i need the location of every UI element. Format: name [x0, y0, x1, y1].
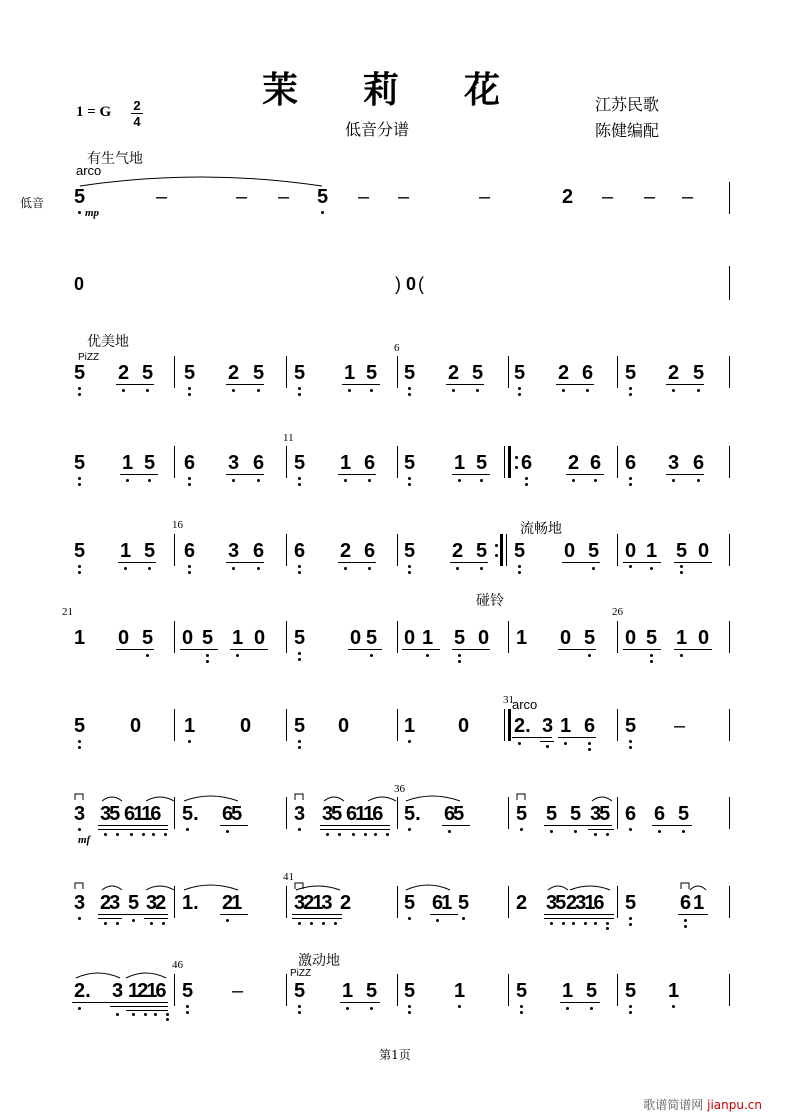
note-group: 3213	[294, 892, 331, 914]
row-8	[72, 803, 732, 843]
note: 5	[74, 452, 86, 474]
slur-arc	[182, 793, 242, 803]
note: 5	[570, 803, 582, 825]
note: 6	[253, 540, 265, 562]
note: 5	[74, 715, 86, 737]
note-group: 35	[546, 892, 565, 914]
note: 5	[404, 980, 416, 1002]
time-top: 2	[133, 98, 141, 113]
note-group: 21	[222, 892, 241, 914]
watermark-left: 歌谱简谱网	[643, 1098, 704, 1112]
note: 5	[184, 362, 196, 384]
note-group: 2316	[566, 892, 603, 914]
note: 3	[542, 715, 554, 737]
note: 5	[514, 362, 526, 384]
note-group: 61	[432, 892, 451, 914]
bar-number-46: 46	[172, 959, 183, 971]
note: 5	[294, 715, 306, 737]
note: 6	[654, 803, 666, 825]
row-1	[72, 186, 732, 226]
note: 0	[564, 540, 576, 562]
note: 0	[625, 627, 637, 649]
dash: –	[156, 186, 168, 208]
page-number: 第1页	[379, 1048, 411, 1062]
note: 0	[698, 540, 710, 562]
origin: 江苏民歌	[595, 95, 660, 114]
note: 3	[228, 452, 240, 474]
slur-arc	[100, 882, 180, 892]
note: 1	[122, 452, 134, 474]
slur-arc	[322, 793, 402, 803]
note: 0	[404, 627, 416, 649]
note: 5	[253, 362, 265, 384]
note-group: 6116	[346, 803, 382, 825]
rest: 0	[458, 715, 470, 737]
note: 0	[182, 627, 194, 649]
note: 5	[144, 452, 156, 474]
note: 5	[458, 892, 470, 914]
note: 5	[693, 362, 705, 384]
instrument-label: 低音	[20, 196, 45, 210]
bow-down-icon	[294, 793, 304, 801]
bar-number-6: 6	[394, 342, 400, 354]
slur-arc	[680, 882, 708, 892]
note: 5	[586, 980, 598, 1002]
credits	[595, 92, 659, 144]
note: 1	[344, 362, 356, 384]
note: 6	[184, 540, 196, 562]
note: 5	[516, 803, 528, 825]
dynamic-mf: mf	[78, 834, 91, 846]
row-7	[72, 715, 732, 755]
expression-flowing: 流畅地	[520, 521, 562, 537]
note: 3	[74, 892, 86, 914]
pizz-marking: PiZZ	[78, 352, 100, 363]
note: 5	[74, 362, 86, 384]
rest: 0	[338, 715, 350, 737]
slur-arc	[546, 882, 616, 892]
dash: –	[278, 186, 290, 208]
slur-arc	[404, 882, 454, 892]
note: 6	[253, 452, 265, 474]
note: 2	[562, 186, 574, 208]
note: 5	[366, 980, 378, 1002]
key-signature: 1 = G	[76, 104, 112, 120]
note: 1	[340, 452, 352, 474]
note: 2	[668, 362, 680, 384]
note: 5	[588, 540, 600, 562]
note: 5	[144, 540, 156, 562]
arco-marking: arco	[76, 163, 102, 178]
row-3	[72, 362, 732, 402]
rest: 0	[406, 274, 417, 294]
note-group: 61	[680, 892, 707, 914]
note: 6	[625, 452, 637, 474]
bow-down-icon	[74, 882, 84, 890]
slur-arc	[590, 793, 614, 803]
time-bottom: 4	[133, 114, 141, 129]
expression-excited: 激动地	[298, 953, 340, 969]
arranger: 陈健编配	[595, 121, 660, 140]
note: 1	[74, 627, 86, 649]
bar-number-31: 31	[503, 694, 514, 706]
rest: 0	[74, 274, 85, 294]
bow-down-icon	[74, 793, 84, 801]
dash: –	[602, 186, 614, 208]
note: 0	[254, 627, 266, 649]
tempo-marking-vivid: 有生气地	[87, 151, 143, 167]
row-5	[72, 540, 732, 580]
note: 0	[625, 540, 637, 562]
note: 0	[698, 627, 710, 649]
row-10	[72, 980, 732, 1020]
watermark	[643, 1096, 762, 1113]
slur-arc	[404, 793, 464, 803]
note: 1	[668, 980, 680, 1002]
note: 2	[558, 362, 570, 384]
note: 5	[74, 186, 86, 208]
note: 3	[668, 452, 680, 474]
note: 5	[676, 540, 688, 562]
slur-arc	[74, 968, 174, 980]
bar-number-21: 21	[62, 606, 73, 618]
note: 1	[342, 980, 354, 1002]
watermark-right: jianpu.cn	[707, 1098, 762, 1112]
note: 5	[625, 715, 637, 737]
note: 5	[366, 627, 378, 649]
note: 5	[404, 540, 416, 562]
note-group: 65	[444, 803, 463, 825]
note: 5	[472, 362, 484, 384]
bar-number-16: 16	[172, 519, 183, 531]
note: 5	[142, 627, 154, 649]
pizz-marking-2: PiZZ	[290, 968, 312, 979]
note: 5	[546, 803, 558, 825]
dash: –	[644, 186, 656, 208]
note: 5	[128, 892, 140, 914]
note: 1	[454, 452, 466, 474]
note: 5	[625, 362, 637, 384]
note: 2	[568, 452, 580, 474]
dash: –	[358, 186, 370, 208]
note: 5	[317, 186, 329, 208]
note: 1	[404, 715, 416, 737]
note: 0	[118, 627, 130, 649]
arco-marking-2: arco	[512, 697, 538, 712]
dynamic-mp: mp	[85, 207, 100, 219]
time-signature	[130, 98, 144, 129]
note: 5.	[182, 803, 199, 825]
note: 0	[560, 627, 572, 649]
note: 1	[646, 540, 658, 562]
note: 1	[562, 980, 574, 1002]
note: 0	[478, 627, 490, 649]
row-2	[72, 274, 732, 314]
note: 2	[448, 362, 460, 384]
note: 6	[625, 803, 637, 825]
note: 2	[340, 540, 352, 562]
note: 5	[294, 627, 306, 649]
note: 6	[590, 452, 602, 474]
note: 5	[476, 540, 488, 562]
note: 1	[232, 627, 244, 649]
note: 3	[112, 980, 124, 1002]
note: 5	[202, 627, 214, 649]
note: 6	[582, 362, 594, 384]
note: 5	[404, 362, 416, 384]
note: 3	[228, 540, 240, 562]
bar-number-41: 41	[283, 871, 294, 883]
note: 5	[625, 980, 637, 1002]
note: 5	[476, 452, 488, 474]
dash: –	[479, 186, 491, 208]
note: 2	[340, 892, 352, 914]
note: 5	[294, 980, 306, 1002]
note: 5	[142, 362, 154, 384]
note: 5	[366, 362, 378, 384]
note-group: 23	[100, 892, 119, 914]
bow-down-icon	[516, 793, 526, 801]
slur-arc	[294, 882, 344, 892]
note: 6	[693, 452, 705, 474]
note: 1	[676, 627, 688, 649]
note-group: 1216	[128, 980, 165, 1002]
note-group: 32	[146, 892, 165, 914]
note: 5.	[404, 803, 421, 825]
note: 1	[454, 980, 466, 1002]
note: 1	[516, 627, 528, 649]
note: 5	[514, 540, 526, 562]
note: 5	[74, 540, 86, 562]
note-group: 35	[322, 803, 341, 825]
slur-arc	[100, 793, 180, 803]
note: 6	[294, 540, 306, 562]
dash: –	[674, 715, 686, 737]
note: 6	[521, 452, 533, 474]
note: 6	[584, 715, 596, 737]
dash: –	[398, 186, 410, 208]
bar-number-26: 26	[612, 606, 623, 618]
note-group: 65	[222, 803, 241, 825]
paren-close: )	[395, 274, 401, 294]
dash: –	[232, 980, 244, 1002]
note-group: 35	[590, 803, 609, 825]
note: 5	[454, 627, 466, 649]
note: 2	[452, 540, 464, 562]
note: 5	[646, 627, 658, 649]
rest: 0	[130, 715, 142, 737]
note-group: 6116	[124, 803, 160, 825]
note: 5	[294, 362, 306, 384]
row-9	[72, 892, 732, 932]
note: 5	[625, 892, 637, 914]
note: 3	[294, 803, 306, 825]
note: 1	[120, 540, 132, 562]
expression-graceful: 优美地	[87, 334, 129, 350]
note: 2.	[514, 715, 531, 737]
note: 2	[516, 892, 528, 914]
row-4	[72, 452, 732, 492]
note: 1	[422, 627, 434, 649]
note: 1.	[182, 892, 199, 914]
rest: 0	[240, 715, 252, 737]
note: 1	[560, 715, 572, 737]
note: 0	[350, 627, 362, 649]
note: 5	[182, 980, 194, 1002]
score-subtitle: 低音分谱	[345, 120, 410, 139]
note: 2	[228, 362, 240, 384]
bar-number-36: 36	[394, 783, 405, 795]
note: 6	[364, 452, 376, 474]
note: 1	[184, 715, 196, 737]
note: 3	[74, 803, 86, 825]
note: 5	[584, 627, 596, 649]
expression-bell: 碰铃	[476, 593, 504, 609]
note: 5	[678, 803, 690, 825]
note: 5	[516, 980, 528, 1002]
note: 5	[404, 892, 416, 914]
paren-open: (	[418, 274, 424, 294]
bar-number-11: 11	[283, 432, 294, 444]
score-title: 茉 莉 花	[261, 70, 528, 110]
note: 2.	[74, 980, 91, 1002]
note: 5	[294, 452, 306, 474]
note: 6	[364, 540, 376, 562]
note: 2	[118, 362, 130, 384]
dash: –	[236, 186, 248, 208]
note-group: 35	[100, 803, 119, 825]
note: 6	[184, 452, 196, 474]
row-6	[72, 627, 732, 667]
note: 5	[404, 452, 416, 474]
slur-arc	[182, 882, 242, 892]
dash: –	[682, 186, 694, 208]
